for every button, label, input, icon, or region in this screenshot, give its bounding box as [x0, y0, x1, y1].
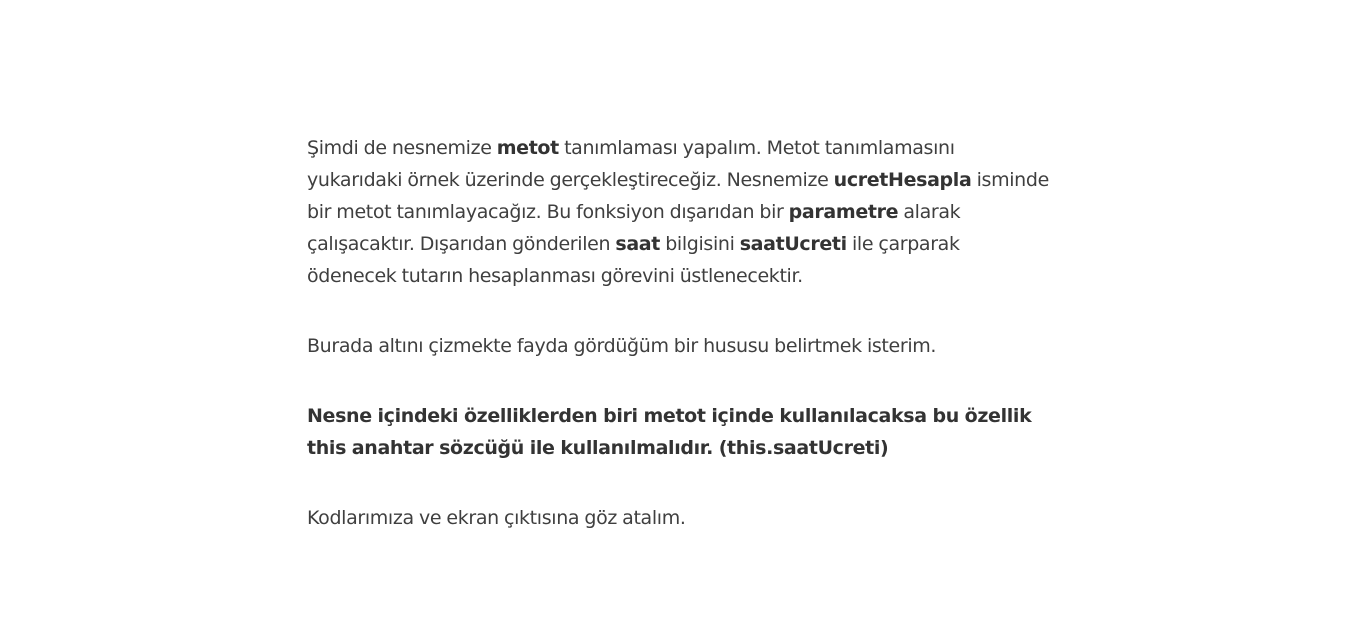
article-body: [307, 132, 1052, 572]
note-intro-paragraph: Burada altını çizmekte fayda gördüğüm bir hususu belirtmek isterim.: [307, 335, 937, 357]
text-segment: isminde bir metot tanımlayacağız. Bu fonksiyon dışarıdan bir: [307, 169, 1049, 223]
text-segment: Şimdi de nesnemize: [307, 137, 497, 159]
method-intro-paragraph: [307, 132, 1052, 292]
text-segment: bilgisini: [660, 233, 740, 255]
text-segment: ile çarparak ödenecek tutarın hesaplanması görevini üstlenecektir.: [307, 233, 960, 287]
text-segment: tanımlaması yapalım. Metot tanımlamasını yukarıdaki örnek üzerinde gerçekleştireceğiz. Nesnemize: [307, 137, 955, 191]
code-intro-paragraph: Kodlarımıza ve ekran çıktısına göz atalım.: [307, 507, 686, 529]
important-note-paragraph: Nesne içindeki özelliklerden biri metot içinde kullanılacaksa bu özellik this anahtar sözcüğü ile kullanılmalıdır. (this.saatUcreti): [307, 405, 1032, 459]
keyword-ucretHesapla: ucretHesapla: [833, 169, 972, 191]
keyword-parametre: parametre: [788, 201, 899, 223]
keyword-metot: metot: [496, 137, 559, 159]
text-segment: alarak çalışacaktır. Dışarıdan gönderilen: [307, 201, 961, 255]
keyword-saat: saat: [615, 233, 660, 255]
keyword-saatUcreti: saatUcreti: [739, 233, 847, 255]
